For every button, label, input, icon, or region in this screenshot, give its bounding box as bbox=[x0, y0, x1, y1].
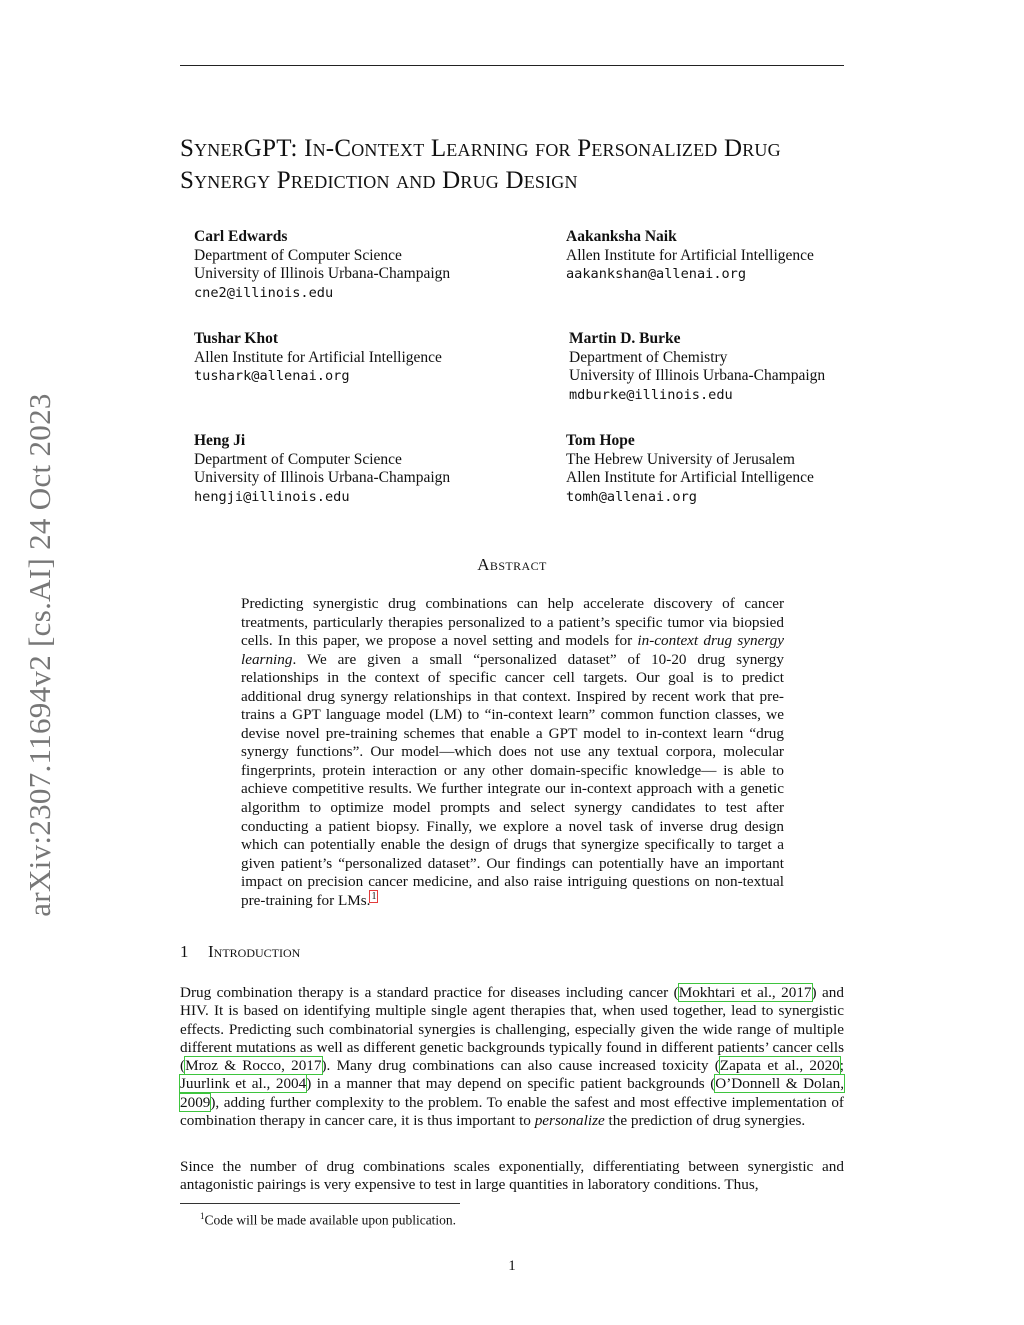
abstract-body bbox=[241, 595, 784, 910]
section-title: Introduction bbox=[208, 942, 301, 961]
author-email[interactable]: tomh@allenai.org bbox=[566, 488, 697, 505]
section-heading bbox=[180, 942, 300, 962]
author-name: Aakanksha Naik bbox=[566, 228, 677, 245]
title-line-2: Synergy Prediction and Drug Design bbox=[180, 167, 578, 194]
footnote-mark: 1 bbox=[200, 1211, 205, 1221]
author-name: Tushar Khot bbox=[194, 330, 279, 347]
body-text: Drug combination therapy is a standard practice for diseases including cancer ( bbox=[180, 984, 679, 1001]
author-affiliation: The Hebrew University of Jerusalem bbox=[566, 450, 795, 468]
footnote-rule bbox=[180, 1203, 460, 1204]
abstract-text: Predicting synergistic drug combinations can help accelerate discovery of cancer treatments, particularly therapies personalized to a patient’s specific tumor via biopsied cells. In this paper, we propose a novel setting and models for bbox=[241, 595, 784, 650]
author-name: Martin D. Burke bbox=[569, 330, 681, 347]
author-email[interactable]: mdburke@illinois.edu bbox=[569, 386, 733, 403]
citation-link[interactable]: Mokhtari et al., 2017 bbox=[678, 984, 812, 1001]
footnote-link[interactable]: 1 bbox=[371, 890, 377, 902]
body-text: the prediction of drug synergies. bbox=[604, 1112, 806, 1130]
author-name: Heng Ji bbox=[194, 432, 246, 449]
author-affiliation: University of Illinois Urbana-Champaign bbox=[194, 469, 451, 486]
abstract-text: . We are given a small “personalized dataset” of 10-20 drug synergy relationships in the context of specific cancer cell targets. Our goal is to predict additional drug synergy relationships in that context. Inspired by recent work that pre-trains a GPT language model (LM) to “in-context learn” common function classes, we devise novel pre-training schemes that enable a GPT model to in-context learn “drug synergy functions”. Our model—which does not use any textual corpora, molecular fingerprints, protein interaction or any other domain-specific knowledge— is able to achieve competitive results. We further integrate our in-context approach with a genetic algorithm to optimize model prompts and select synergy candidates to test after conducting a patient biopsy. Finally, we explore a novel task of inverse drug design which can potentially enable the design of drugs that synergize specifically to target a given patient’s “personalized dataset”. Our findings can potentially have an important impact on precision cancer medicine, and also raise intriguing questions on non-textual pre-training for LMs. bbox=[241, 650, 784, 909]
intro-paragraph-2: Since the number of drug combinations scales exponentially, differentiating between synergistic and antagonistic pairings is very expensive to test in large quantities in laboratory conditions. Thus, bbox=[180, 1158, 844, 1194]
author-affiliation: Department of Chemistry bbox=[569, 348, 728, 366]
author-affiliation: Department of Computer Science bbox=[194, 450, 402, 468]
citation-link[interactable]: Juurlink et al., 2004 bbox=[180, 1075, 307, 1093]
author-affiliation: Department of Computer Science bbox=[194, 246, 402, 264]
body-emphasis: personalize bbox=[534, 1112, 605, 1130]
author-block bbox=[566, 228, 814, 284]
citation-link[interactable]: O’Donnell & Dolan, 2009 bbox=[180, 1075, 844, 1111]
body-text: ) in a manner that may depend on specific patient backgrounds ( bbox=[306, 1075, 716, 1093]
author-affiliation: Allen Institute for Artificial Intelligence bbox=[194, 348, 442, 366]
abstract-emphasis: in-context drug synergy learning bbox=[241, 632, 784, 668]
body-text: ), adding further complexity to the problem. To enable the safest and most effective implementation of combination therapy in cancer care, it is thus important to bbox=[180, 1093, 844, 1130]
author-email[interactable]: tushark@allenai.org bbox=[194, 368, 350, 384]
author-affiliation: University of Illinois Urbana-Champaign bbox=[569, 367, 826, 384]
author-block bbox=[566, 432, 814, 506]
citation-link[interactable]: Zapata et al., 2020 bbox=[719, 1057, 840, 1075]
author-affiliation: Allen Institute for Artificial Intelligence bbox=[566, 469, 814, 486]
section-number: 1 bbox=[180, 942, 189, 961]
author-email[interactable]: cne2@illinois.edu bbox=[194, 284, 334, 301]
paper-title bbox=[180, 133, 860, 197]
author-block bbox=[194, 330, 442, 386]
citation-link[interactable]: Mroz & Rocco, 2017 bbox=[185, 1057, 322, 1075]
author-block bbox=[194, 228, 450, 302]
abstract-heading: Abstract bbox=[477, 555, 547, 574]
footnote-text: Code will be made available upon publication. bbox=[204, 1212, 457, 1228]
header-rule bbox=[180, 65, 844, 66]
author-name: Carl Edwards bbox=[194, 228, 288, 245]
intro-paragraph-1 bbox=[180, 984, 844, 1130]
page-number: 1 bbox=[508, 1258, 516, 1274]
body-text: ; bbox=[839, 1057, 844, 1075]
arxiv-id: arXiv:2307.11694v2 [cs.AI] 24 Oct 2023 bbox=[22, 393, 57, 917]
footnote bbox=[200, 1208, 456, 1229]
author-affiliation: Allen Institute for Artificial Intelligence bbox=[566, 246, 814, 264]
title-line-1: SynerGPT: In-Context Learning for Personalized Drug bbox=[180, 135, 781, 162]
author-email[interactable]: hengji@illinois.edu bbox=[194, 488, 350, 505]
author-name: Tom Hope bbox=[566, 432, 635, 449]
author-affiliation: University of Illinois Urbana-Champaign bbox=[194, 265, 451, 282]
author-email[interactable]: aakankshan@allenai.org bbox=[566, 266, 747, 282]
body-text: ). Many drug combinations can also cause increased toxicity ( bbox=[321, 1057, 720, 1075]
body-text: ) and HIV. It is based on identifying multiple single agent therapies that, when used together, lead to synergistic effects. Predicting such combinatorial synergies is challenging, especially given the wide range of multiple different mutations as well as different genetic backgrounds typically found in different patients’ cancer cells ( bbox=[180, 984, 844, 1075]
author-block bbox=[194, 432, 450, 506]
author-block bbox=[569, 330, 825, 404]
